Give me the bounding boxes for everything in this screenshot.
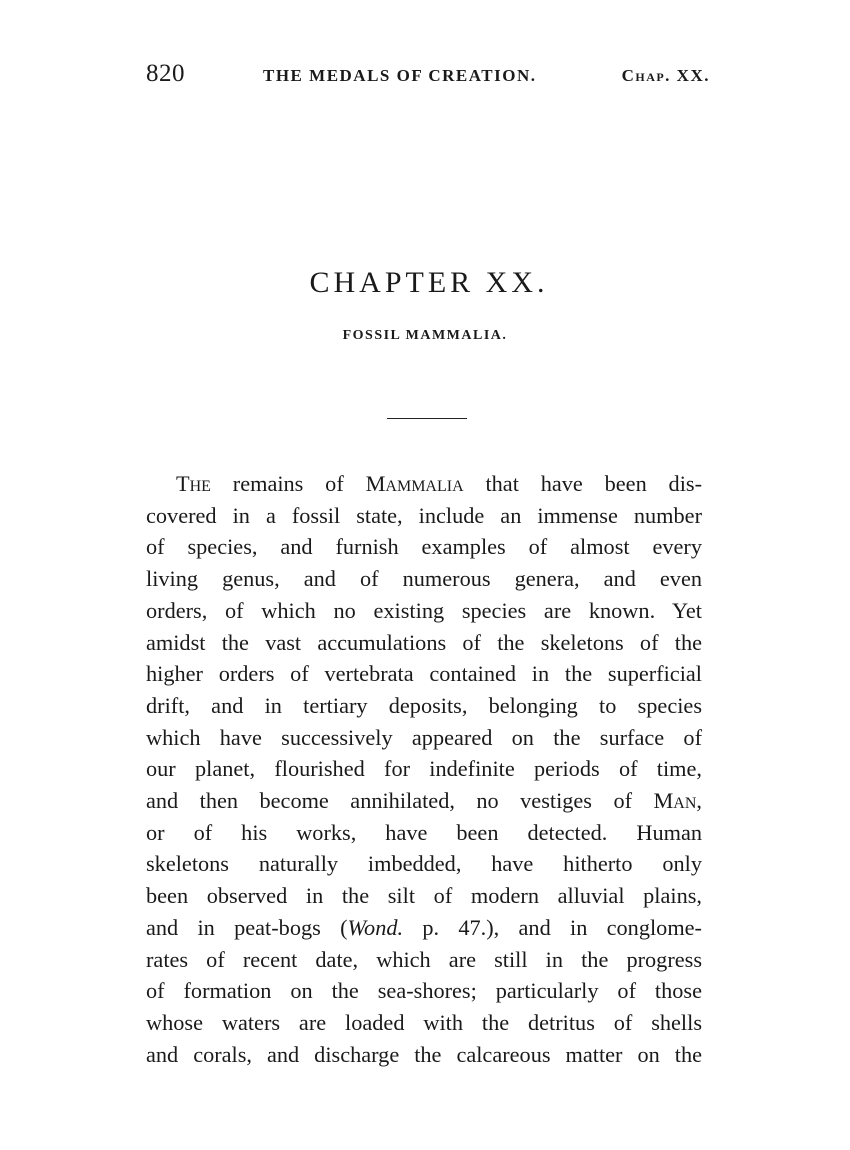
ornament-rule (387, 418, 467, 419)
text-span: , (696, 788, 702, 814)
page-number: 820 (146, 60, 185, 87)
text-span: remains of (210, 471, 366, 496)
text-line (146, 468, 702, 500)
text-line: been observed in the silt of modern alluvial plains, (146, 883, 702, 909)
text-line: whose waters are loaded with the detritus of shells (146, 1009, 702, 1035)
text-line: higher orders of vertebrata contained in the superficial (146, 661, 702, 687)
chapter-subtitle: FOSSIL MAMMALIA. (342, 328, 508, 343)
text-line: drift, and in tertiary deposits, belonging to species (146, 692, 702, 718)
text-line: rates of recent date, which are still in the progress (146, 946, 702, 972)
text-span: and then become annihilated, no vestiges of (146, 788, 654, 814)
text-line: and corals, and discharge the calcareous matter on the (146, 1041, 702, 1067)
text-line: or of his works, have been detected. Human (146, 819, 702, 845)
chapter-title: CHAPTER XX. (309, 266, 549, 299)
text-span: that have been dis- (463, 471, 702, 496)
text-line: which have successively appeared on the surface of (146, 724, 702, 750)
text-line: amidst the vast accumulations of the skeletons of the (146, 629, 702, 655)
body-paragraph (146, 468, 702, 1070)
italic-reference: Wond. (347, 914, 404, 940)
text-line: skeletons naturally imbedded, have hitherto only (146, 851, 702, 877)
running-head (146, 60, 710, 90)
text-span: p. 47.), and in conglome- (403, 914, 702, 940)
text-line: covered in a fossil state, include an immense number (146, 502, 702, 528)
running-title: THE MEDALS OF CREATION. (263, 66, 537, 85)
text-line: our planet, flourished for indefinite periods of time, (146, 756, 702, 782)
text-line (146, 785, 702, 817)
text-line: of formation on the sea-shores; particularly of those (146, 978, 702, 1004)
text-line: living genus, and of numerous genera, and even (146, 566, 702, 592)
chapter-heading (0, 266, 850, 344)
text-line: of species, and furnish examples of almost every (146, 534, 702, 560)
small-caps-term: Man (653, 788, 697, 814)
text-line: orders, of which no existing species are known. Yet (146, 597, 702, 623)
small-caps-term: Mammalia (365, 471, 464, 496)
text-line (146, 912, 702, 944)
text-span: and in peat-bogs ( (146, 914, 348, 940)
drop-word: The (176, 471, 211, 496)
running-chapter: Chap. XX. (621, 66, 710, 85)
